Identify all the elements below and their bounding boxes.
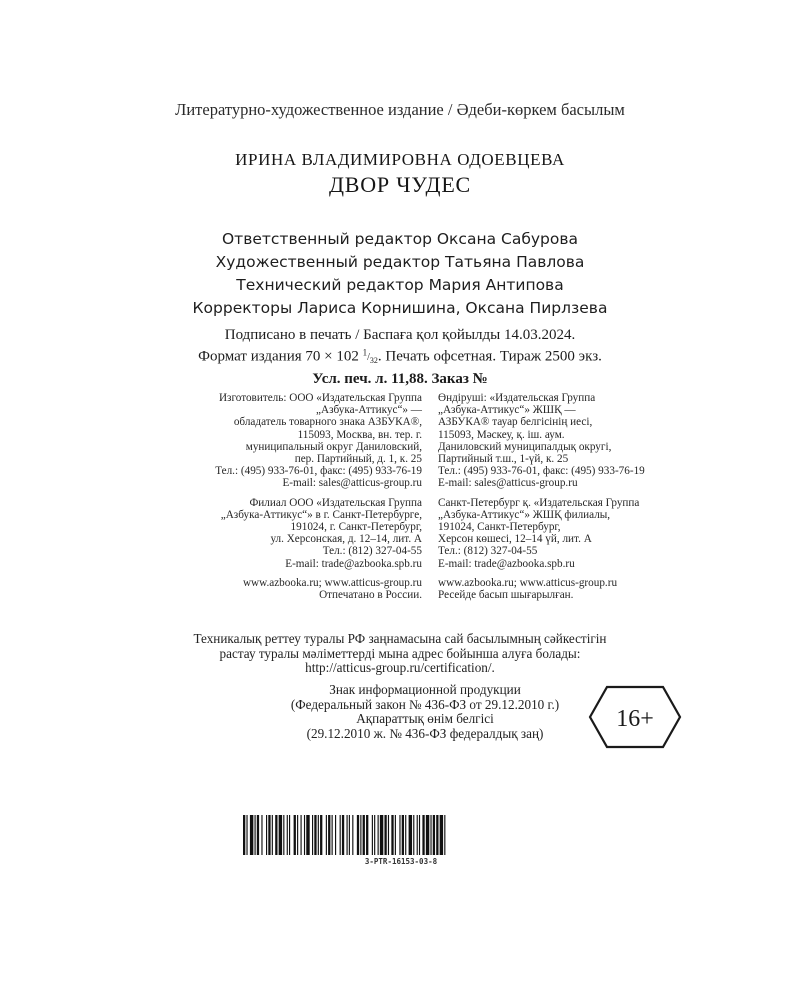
manufacturer-block bbox=[438, 392, 718, 490]
barcode-bar bbox=[297, 815, 298, 855]
barcode-bar bbox=[272, 815, 273, 855]
detail-line: пер. Партийный, д. 1, к. 25 bbox=[294, 453, 422, 466]
author-name: ИРИНА ВЛАДИМИРОВНА ОДОЕВЦЕВА bbox=[235, 150, 565, 169]
barcode-number: 3-PTR-16153-03-8 bbox=[364, 857, 438, 866]
barcode-icon bbox=[243, 815, 559, 855]
barcode-bar bbox=[257, 815, 259, 855]
barcode-bar bbox=[391, 815, 393, 855]
barcode-bar bbox=[422, 815, 424, 855]
barcode-bar bbox=[444, 815, 445, 855]
detail-line: 115093, Мәскеу, қ. іш. аум. bbox=[438, 428, 565, 441]
footer-block bbox=[152, 577, 422, 601]
barcode-bar bbox=[433, 815, 435, 855]
note-line: Техникалық реттеу туралы РФ заңнамасына сай басылымның сәйкестігін bbox=[193, 631, 607, 646]
sign-line: (29.12.2010 ж. № 436-ФЗ федералдық заң) bbox=[306, 725, 544, 741]
sheets-order: Усл. печ. л. 11,88. Заказ № bbox=[312, 371, 488, 388]
website-line: www.azbooka.ru; www.atticus-group.ru bbox=[242, 576, 422, 589]
barcode-bar bbox=[320, 815, 322, 855]
barcode-bar bbox=[289, 815, 290, 855]
sign-line: (Федеральный закон № 436-ФЗ от 29.12.2010 г.) bbox=[290, 696, 560, 712]
detail-line: Филиал ООО «Издательская Группа bbox=[249, 496, 422, 509]
detail-line: E-mail: trade@azbooka.spb.ru bbox=[438, 557, 575, 570]
barcode-bar bbox=[374, 815, 375, 855]
staff-line: Технический редактор Мария Антипова bbox=[236, 276, 564, 294]
age-rating-badge bbox=[585, 684, 685, 750]
barcode-bar bbox=[318, 815, 319, 855]
barcode-bar bbox=[372, 815, 373, 855]
barcode-bar bbox=[395, 815, 396, 855]
printed-in-line: Отпечатано в России. bbox=[319, 589, 422, 602]
genre-line: Литературно-художественное издание / Әдеби-көркем басылым bbox=[175, 100, 625, 119]
age-rating-text: 16+ bbox=[616, 706, 654, 732]
certification-url: http://atticus-group.ru/certification/. bbox=[305, 660, 495, 675]
footer-block bbox=[438, 577, 718, 601]
barcode-bar bbox=[349, 815, 350, 855]
barcode-bar bbox=[301, 815, 302, 855]
detail-line: Тел.: (812) 327-04-55 bbox=[322, 545, 422, 558]
note-line: растау туралы мәліметтерді мына адрес бойынша алуға болады: bbox=[219, 645, 581, 661]
detail-line: Өндіруші: «Издательская Группа bbox=[438, 392, 596, 404]
barcode-bar bbox=[426, 815, 429, 855]
detail-line: „Азбука-Аттикус“» ЖШҚ филиалы, bbox=[438, 508, 611, 521]
barcode-bar bbox=[388, 815, 389, 855]
detail-line: Тел.: (812) 327-04-55 bbox=[438, 545, 538, 558]
signed-to-print: Подписано в печать / Баспаға қол қойылды 14.03.2024. bbox=[224, 327, 576, 343]
detail-line: муниципальный округ Даниловский, bbox=[245, 440, 422, 453]
barcode-bar bbox=[328, 815, 330, 855]
barcode-bar bbox=[360, 815, 361, 855]
detail-line: „Азбука-Аттикус“» ЖШҚ — bbox=[438, 404, 576, 417]
detail-line: обладатель товарного знака АЗБУКА®, bbox=[233, 416, 422, 429]
format-suffix: . Печать офсетная. Тираж 2500 экз. bbox=[377, 348, 602, 365]
detail-line: Санкт-Петербург қ. «Издательская Группа bbox=[438, 496, 640, 509]
barcode-bar bbox=[335, 815, 336, 855]
detail-line: „Азбука-Аттикус“» в г. Санкт-Петербурге, bbox=[220, 508, 422, 521]
barcode-bar bbox=[283, 815, 284, 855]
barcode-bar bbox=[357, 815, 359, 855]
barcode-bar bbox=[275, 815, 277, 855]
barcode-bar bbox=[409, 815, 412, 855]
barcode-bar bbox=[402, 815, 404, 855]
barcode-bar bbox=[312, 815, 313, 855]
barcode-bar bbox=[417, 815, 418, 855]
print-info bbox=[0, 326, 800, 388]
staff-line: Корректоры Лариса Корнишина, Оксана Пирлзева bbox=[192, 299, 608, 317]
branch-block bbox=[438, 497, 718, 570]
detail-line: E-mail: sales@atticus-group.ru bbox=[282, 477, 422, 490]
publisher-details-russian bbox=[152, 392, 422, 608]
sign-line: Знак информационной продукции bbox=[329, 682, 521, 697]
detail-line: E-mail: sales@atticus-group.ru bbox=[438, 477, 578, 490]
barcode-bar bbox=[287, 815, 288, 855]
barcode-bar bbox=[304, 815, 305, 855]
info-product-sign bbox=[240, 683, 610, 741]
detail-line: 115093, Москва, вн. тер. г. bbox=[297, 428, 422, 441]
detail-line: Тел.: (495) 933-76-01, факс: (495) 933-76-19 bbox=[215, 465, 422, 478]
age-rating-hexagon-icon bbox=[585, 684, 685, 750]
detail-line: Херсон көшесі, 12–14 үй, лит. А bbox=[438, 533, 592, 546]
barcode-bar bbox=[261, 815, 262, 855]
editorial-staff bbox=[0, 228, 800, 320]
detail-line: „Азбука-Аттикус“» — bbox=[316, 404, 422, 417]
barcode-bar bbox=[306, 815, 309, 855]
barcode-bar bbox=[405, 815, 406, 855]
barcode-bar bbox=[294, 815, 296, 855]
barcode-bar bbox=[413, 815, 414, 855]
barcode-bar bbox=[399, 815, 400, 855]
barcode-bar bbox=[243, 815, 245, 855]
barcode-bar bbox=[332, 815, 333, 855]
barcode-bar bbox=[440, 815, 443, 855]
barcode-bar bbox=[352, 815, 353, 855]
sign-line: Ақпараттық өнім белгісі bbox=[356, 711, 494, 726]
detail-line: Партийный т.ш., 1-үй, к. 25 bbox=[438, 453, 569, 466]
website-line: www.azbooka.ru; www.atticus-group.ru bbox=[438, 576, 618, 589]
book-title: ДВОР ЧУДЕС bbox=[328, 172, 472, 197]
barcode-bar bbox=[436, 815, 438, 855]
manufacturer-block bbox=[152, 392, 422, 490]
detail-line: Даниловский муниципалдық округі, bbox=[438, 440, 612, 453]
certification-note bbox=[0, 632, 800, 676]
barcode-bar bbox=[326, 815, 327, 855]
detail-line: 191024, Санкт-Петербург, bbox=[438, 521, 561, 534]
barcode-bar bbox=[419, 815, 420, 855]
barcode-bar bbox=[342, 815, 344, 855]
detail-line: 191024, г. Санкт-Петербург, bbox=[290, 521, 422, 534]
detail-line: Изготовитель: ООО «Издательская Группа bbox=[218, 392, 422, 404]
detail-line: ул. Херсонская, д. 12–14, лит. А bbox=[270, 533, 422, 546]
barcode-bar bbox=[430, 815, 431, 855]
barcode-bar bbox=[378, 815, 379, 855]
publisher-details bbox=[152, 392, 712, 622]
barcode-bar bbox=[366, 815, 368, 855]
barcode-bar bbox=[279, 815, 282, 855]
barcode-bar bbox=[314, 815, 316, 855]
barcode-bar bbox=[380, 815, 383, 855]
detail-line: АЗБУКА® тауар белгісінің иесі, bbox=[438, 416, 593, 429]
barcode-bar bbox=[384, 815, 386, 855]
barcode-bar bbox=[255, 815, 256, 855]
barcode-bar bbox=[250, 815, 253, 855]
detail-line: Тел.: (495) 933-76-01, факс: (495) 933-76-19 bbox=[438, 465, 645, 478]
barcode-bar bbox=[268, 815, 270, 855]
format-fraction: $^1/_{32}$ bbox=[362, 348, 378, 366]
staff-line: Художественный редактор Татьяна Павлова bbox=[215, 253, 585, 271]
barcode-bar bbox=[266, 815, 267, 855]
barcode-bar bbox=[340, 815, 341, 855]
barcode-bar bbox=[347, 815, 348, 855]
barcode-bar bbox=[246, 815, 247, 855]
format-line bbox=[0, 344, 800, 370]
barcode-bar bbox=[363, 815, 365, 855]
printed-in-line: Ресейде басып шығарылған. bbox=[438, 589, 574, 602]
branch-block bbox=[152, 497, 422, 570]
detail-line: E-mail: trade@azbooka.spb.ru bbox=[285, 557, 422, 570]
format-prefix: Формат издания 70 × 102 bbox=[198, 348, 363, 365]
staff-line: Ответственный редактор Оксана Сабурова bbox=[221, 230, 579, 248]
publisher-details-kazakh bbox=[438, 392, 718, 608]
